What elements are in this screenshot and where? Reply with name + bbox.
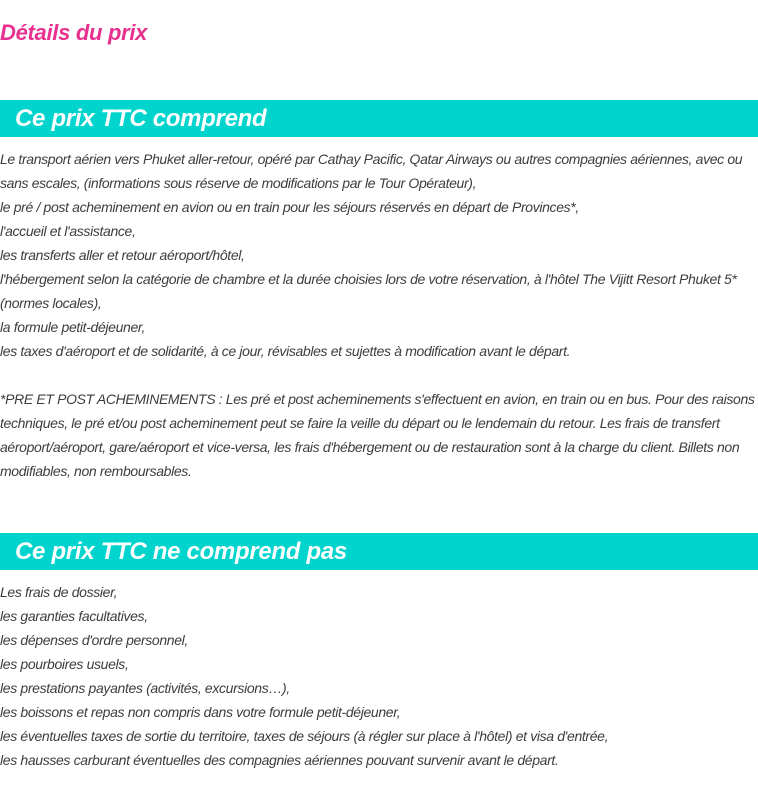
- included-section-header: [0, 100, 758, 137]
- excluded-section-header: [0, 533, 758, 570]
- excluded-list: [0, 580, 758, 772]
- list-item: les transferts aller et retour aéroport/hôtel,: [0, 247, 245, 263]
- list-item: les prestations payantes (activités, excursions…),: [0, 680, 290, 696]
- list-item: l'accueil et l'assistance,: [0, 223, 136, 239]
- list-item: les garanties facultatives,: [0, 608, 148, 624]
- list-item: Le transport aérien vers Phuket aller-retour, opéré par Cathay Pacific, Qatar Airways ou autres compagnies aériennes, avec ou sans escales, (informations sous réserve de modifications par le Tour Opérateur),: [0, 151, 743, 191]
- acheminement-note: *PRE ET POST ACHEMINEMENTS : Les pré et post acheminements s'effectuent en avion, en train ou en bus. Pour des raisons techniques, le pré et/ou post acheminement peut se faire la veille du départ ou le lendemain du retour. Les frais de transfert aéroport/aéroport, gare/aéroport et vice-versa, les frais d'hébergement ou de restauration sont à la charge du client. Billets non modifiables, non remboursables.: [0, 391, 755, 479]
- list-item: l'hébergement selon la catégorie de chambre et la durée choisies lors de votre réservation, à l'hôtel The Vijitt Resort Phuket 5* (normes locales),: [0, 271, 737, 311]
- included-heading: Ce prix TTC comprend: [15, 105, 267, 132]
- list-item: le pré / post acheminement en avion ou en train pour les séjours réservés en départ de Provinces*,: [0, 199, 579, 215]
- list-item: les taxes d'aéroport et de solidarité, à ce jour, révisables et sujettes à modification avant le départ.: [0, 343, 571, 359]
- list-item: Les frais de dossier,: [0, 584, 118, 600]
- page-title: Détails du prix: [0, 20, 148, 45]
- list-item: les éventuelles taxes de sortie du territoire, taxes de séjours (à régler sur place à l'hôtel) et visa d'entrée,: [0, 728, 609, 744]
- excluded-heading: Ce prix TTC ne comprend pas: [15, 538, 347, 565]
- list-item: les hausses carburant éventuelles des compagnies aériennes pouvant survenir avant le départ.: [0, 752, 559, 768]
- list-item: la formule petit-déjeuner,: [0, 319, 145, 335]
- list-item: les boissons et repas non compris dans votre formule petit-déjeuner,: [0, 704, 401, 720]
- list-item: les pourboires usuels,: [0, 656, 129, 672]
- list-item: les dépenses d'ordre personnel,: [0, 632, 188, 648]
- included-list: [0, 147, 758, 363]
